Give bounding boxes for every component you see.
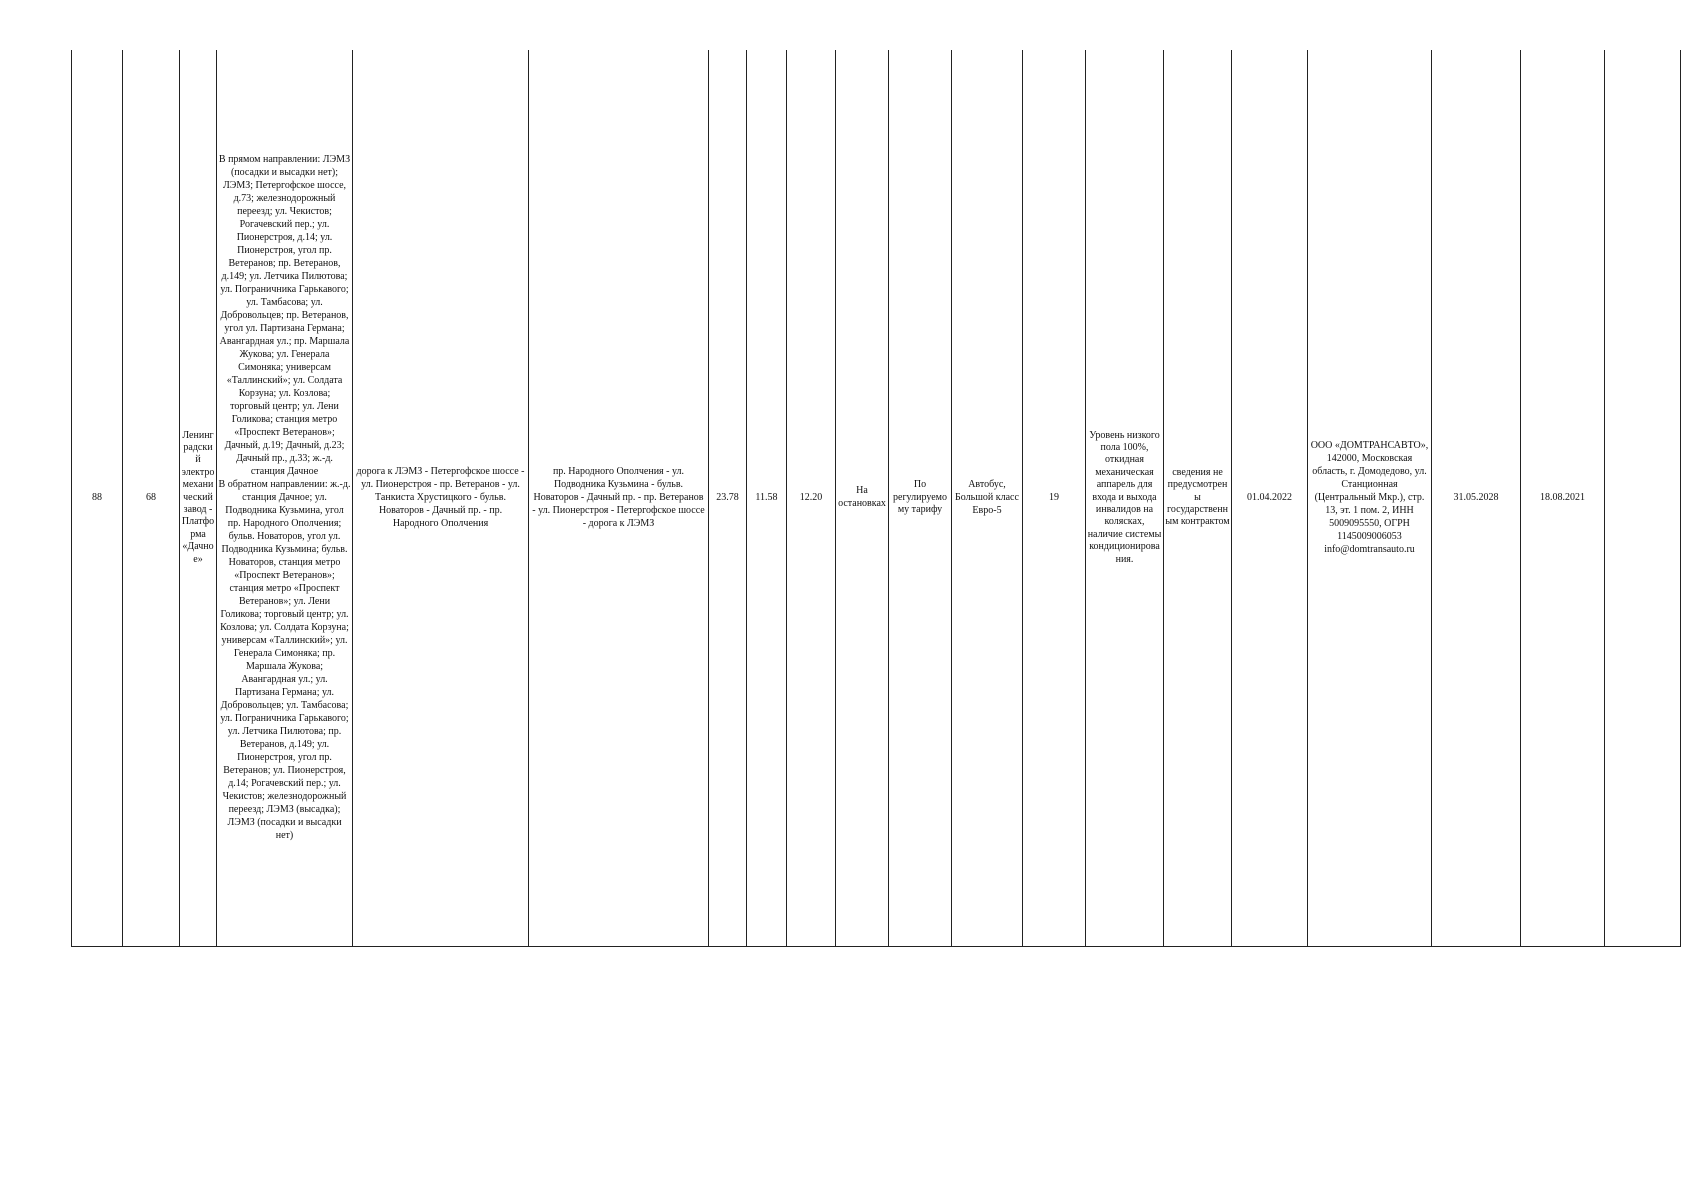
vehicle-count: 19 — [1023, 50, 1086, 946]
contract-info: сведения не предусмотрены государственным контрактом — [1164, 50, 1232, 946]
row-number: 88 — [72, 50, 123, 946]
stops-backward: В обратном направлении: ж.-д. станция Дачное; ул. Подводника Кузьмина, угол пр. Народного Ополчения; бульв. Новаторов, угол ул. Подводника Кузьмина; бульв. Новаторов, станция метро «Проспект Ветеранов»; станция метро «Проспект Ветеранов»; ул. Лени Голикова; торговый центр; ул. Козлова; ул. Солдата Корзуна; универсам «Таллинский»; ул. Генерала Симоняка; пр. Маршала Жукова; Авангардная ул.; ул. Партизана Германа; ул. Добровольцев; ул. Тамбасова; ул. Пограничника Гарькавого; ул. Летчика Пилютова; пр. Ветеранов, д.149; ул. Пионерстроя, угол пр. Ветеранов; ул. Пионерстроя, д.14; Рогачевский пер.; ул. Чекистов; железнодорожный переезд; ЛЭМЗ (высадка); ЛЭМЗ (посадки и высадки нет) — [218, 479, 351, 842]
tariff: По регулируемому тарифу — [889, 50, 952, 946]
length-forward: 23.78 — [709, 50, 747, 946]
extra-cell — [1605, 50, 1681, 946]
travel-time: 12.20 — [787, 50, 836, 946]
streets-forward: дорога к ЛЭМЗ - Петергофское шоссе - ул. Пионерстроя - пр. Ветеранов - ул. Танкиста Хрустицкого - бульв. Новаторов - Дачный пр. - пр. Народного Ополчения — [353, 50, 529, 946]
route-name: Ленинградский электромеханический завод - Платформа «Дачное» — [180, 50, 217, 946]
vehicle-type: Автобус, Большой класс Евро-5 — [952, 50, 1023, 946]
streets-backward: пр. Народного Ополчения - ул. Подводника Кузьмина - бульв. Новаторов - Дачный пр. - пр. Ветеранов - ул. Пионерстроя - Петергофское шоссе - дорога к ЛЭМЗ — [529, 50, 709, 946]
carrier-info: ООО «ДОМТРАНСАВТО», 142000, Московская область, г. Домодедово, ул. Станционная (Центральный Мкр.), стр. 13, эт. 1 пом. 2, ИНН 5009095550, ОГРН 1145009006053 info@domtransauto.ru — [1308, 50, 1432, 946]
vehicle-characteristics: Уровень низкого пола 100%, откидная механическая аппарель для входа и выхода инвалидов на колясках, наличие системы кондиционирования. — [1086, 50, 1164, 946]
table-row — [72, 50, 1681, 946]
stops-forward: В прямом направлении: ЛЭМЗ (посадки и высадки нет); ЛЭМЗ; Петергофское шоссе, д.73; железнодорожный переезд; ул. Чекистов; Рогачевский пер.; ул. Пионерстроя, д.14; ул. Пионерстроя, угол пр. Ветеранов; пр. Ветеранов, д.149; ул. Летчика Пилютова; ул. Пограничника Гарькавого; ул. Тамбасова; ул. Добровольцев; пр. Ветеранов, угол ул. Партизана Германа; Авангардная ул.; пр. Маршала Жукова; ул. Генерала Симоняка; универсам «Таллинский»; ул. Солдата Корзуна; ул. Козлова; торговый центр; ул. Лени Голикова; станция метро «Проспект Ветеранов»; Дачный, д.19; Дачный, д.23; Дачный пр., д.33; ж.-д. станция Дачное — [218, 154, 351, 478]
registry-table — [71, 50, 1681, 947]
route-number: 68 — [123, 50, 180, 946]
end-date: 31.05.2028 — [1432, 50, 1521, 946]
stops-order: На остановках — [836, 50, 889, 946]
start-date: 01.04.2022 — [1232, 50, 1308, 946]
contract-date: 18.08.2021 — [1521, 50, 1605, 946]
length-backward: 11.58 — [747, 50, 787, 946]
stops-list — [217, 50, 353, 946]
